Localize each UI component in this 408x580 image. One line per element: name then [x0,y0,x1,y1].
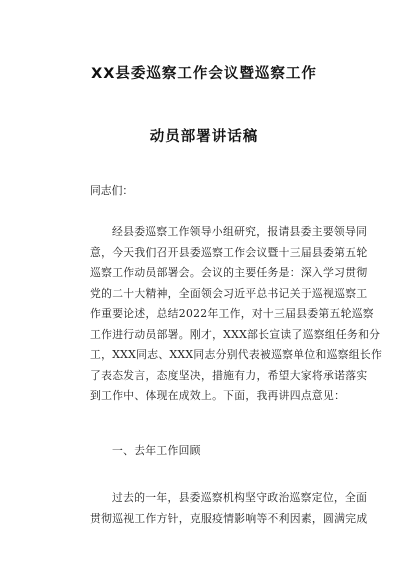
paragraph-1 [90,222,383,407]
paragraph-line: 经县委巡察工作领导小组研究，报请县委主要领导同 [112,225,368,238]
paragraph-line: 了表态发言，态度坚决，措施有力，希望大家将承诺落实 [90,368,368,382]
paragraph-line: 过去的一年，县委巡察机构坚守政治巡察定位，全面 [112,491,368,504]
paragraph-line: 巡察工作动员部署会。会议的主要任务是：深入学习贯彻 [90,266,368,279]
paragraph-line: 工作进行动员部署。刚才，XXX部长宣读了巡察组任务和分 [90,327,381,341]
greeting: 同志们： [90,184,134,197]
document-title-line2: 动员部署讲话稿 [149,129,259,145]
paragraph-line: 意，今天我们召开县委巡察工作会议暨十三届县委第五轮 [90,245,368,259]
paragraph-line: 到工作中、体现在成效上。下面，我再讲四点意见： [90,389,346,402]
paragraph-line: 工，XXX同志、XXX同志分别代表被巡察单位和巡察组长作 [90,348,383,361]
section-heading-text: 一、去年工作回顾 [112,444,201,457]
paragraph-line: 党的二十大精神，全面领会习近平总书记关于巡视巡察工 [90,286,368,300]
paragraph-line: 贯彻巡视工作方针，克服疫情影响等不利因素，圆满完成 [90,511,368,525]
paragraph-2 [90,488,368,529]
paragraph-line: 作重要论述，总结2022年工作，对十三届县委第五轮巡察 [90,307,374,320]
section-heading-1 [90,441,352,462]
document-title-line1: XX县委巡察工作会议暨巡察工作 [91,66,317,82]
